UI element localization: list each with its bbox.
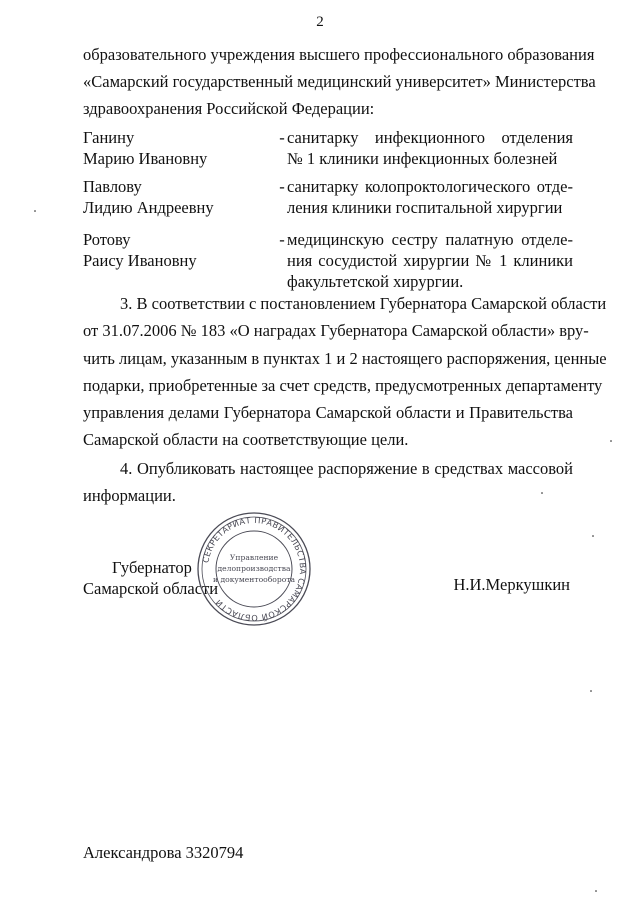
position-line: № 1 клиники инфекционных болезней bbox=[287, 149, 558, 168]
paragraph-line: управления делами Губернатора Самарской области и Правительства bbox=[83, 403, 573, 423]
paragraph-line: Самарской области на соответствующие цели. bbox=[83, 430, 409, 450]
intro-line: здравоохранения Российской Федерации: bbox=[83, 99, 375, 118]
awardee-name bbox=[83, 176, 273, 218]
scan-speck bbox=[34, 210, 36, 212]
paragraph-line: 3. В соответствии с постановлением Губернатора Самарской области bbox=[120, 294, 607, 313]
paragraph-3 bbox=[83, 290, 607, 454]
scan-speck bbox=[595, 890, 597, 892]
position-line: санитарку колопроктологического отде- bbox=[287, 177, 573, 196]
paragraph-line: чить лицам, указанным в пунктах 1 и 2 настоящего распоряжения, ценные bbox=[83, 348, 607, 368]
awardee-surname: Павлову bbox=[83, 177, 142, 196]
intro-line: образовательного учреждения высшего профессионального образования bbox=[83, 45, 595, 64]
signer-title-line: Самарской области bbox=[83, 579, 219, 598]
signer-title-line: Губернатор bbox=[112, 558, 192, 577]
awardee-name bbox=[83, 229, 273, 271]
paragraph-line: информации. bbox=[83, 486, 176, 506]
executor-contact: Александрова 3320794 bbox=[83, 843, 244, 862]
official-stamp bbox=[196, 511, 312, 627]
dash-separator: - bbox=[279, 177, 285, 196]
awardee-row bbox=[83, 127, 573, 177]
awardee-position bbox=[287, 229, 573, 292]
scan-speck bbox=[541, 492, 543, 494]
position-line: санитарку инфекционного отделения bbox=[287, 128, 573, 147]
awardee-name bbox=[83, 127, 273, 169]
paragraph-line: 4. Опубликовать настоящее распоряжение в средствах массовой bbox=[120, 459, 573, 478]
paragraph-line: от 31.07.2006 № 183 «О наградах Губернатора Самарской области» вру- bbox=[83, 321, 589, 341]
stamp-inner-line: делопроизводства bbox=[217, 564, 291, 573]
awardee-row bbox=[83, 176, 573, 226]
position-line: медицинскую сестру палатную отделе- bbox=[287, 230, 573, 249]
awardee-given-names: Лидию Андреевну bbox=[83, 198, 214, 217]
stamp-inner-line: и документооборота bbox=[212, 575, 296, 584]
intro-paragraph bbox=[83, 41, 596, 122]
awardee-position bbox=[287, 176, 573, 218]
intro-line: «Самарский государственный медицинский университет» Министерства bbox=[83, 72, 596, 91]
awardee-given-names: Марию Ивановну bbox=[83, 149, 208, 168]
position-line: ления клиники госпитальной хирургии bbox=[287, 198, 563, 217]
awardee-surname: Ганину bbox=[83, 128, 135, 147]
scan-speck bbox=[590, 690, 592, 692]
awardee-given-names: Раису Ивановну bbox=[83, 251, 197, 270]
dash-separator: - bbox=[279, 230, 285, 249]
page-number: 2 bbox=[316, 14, 324, 30]
position-line: факультетской хирургии. bbox=[287, 272, 464, 291]
dash-separator: - bbox=[279, 128, 285, 147]
signer-name: Н.И.Меркушкин bbox=[453, 575, 570, 594]
stamp-ring-text: СЕКРЕТАРИАТ ПРАВИТЕЛЬСТВА САМАРСКОЙ ОБЛАСТИ bbox=[200, 514, 309, 624]
awardee-surname: Ротову bbox=[83, 230, 131, 249]
awardee-position bbox=[287, 127, 573, 169]
stamp-inner-line: Управление bbox=[229, 553, 279, 562]
paragraph-4 bbox=[83, 455, 573, 510]
scan-speck bbox=[592, 535, 594, 537]
paragraph-line: подарки, приобретенные за счет средств, предусмотренных департаменту bbox=[83, 375, 603, 395]
awardee-row bbox=[83, 229, 573, 299]
scan-speck bbox=[610, 440, 612, 442]
position-line: ния сосудистой хирургии № 1 клиники bbox=[287, 251, 573, 270]
